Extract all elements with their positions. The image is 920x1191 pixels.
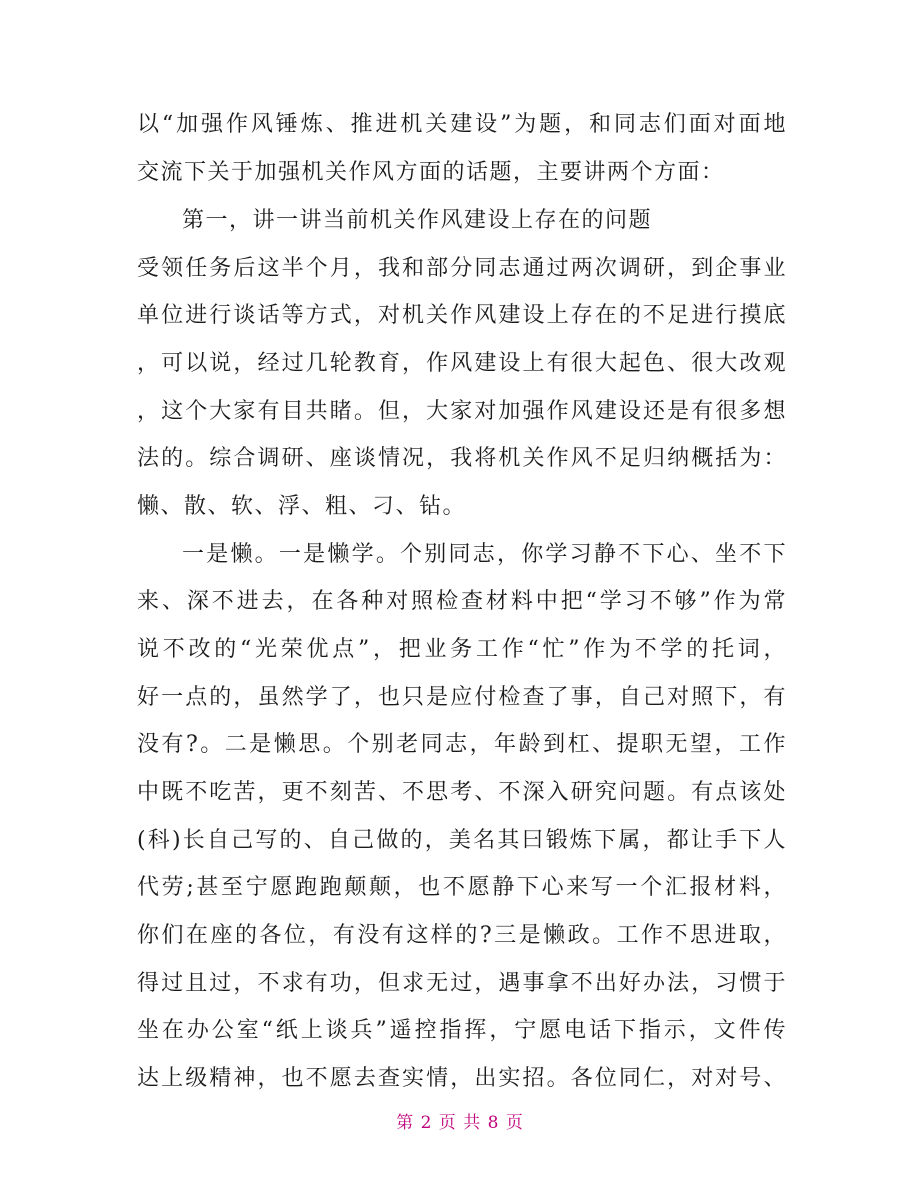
body-text-line: 单位进行谈话等方式，对机关作风建设上存在的不足进行摸底 <box>137 303 787 328</box>
body-text-line: 没有?。二是懒思。个别老同志，年龄到杠、提职无望，工作 <box>137 732 787 757</box>
body-text-line: ，这个大家有目共睹。但，大家对加强作风建设还是有很多想 <box>137 399 787 424</box>
body-text-line: 中既不吃苦，更不刻苦、不思考、不深入研究问题。有点该处 <box>137 780 787 805</box>
body-text-line: 一是懒。一是懒学。个别同志，你学习静不下心、坐不下 <box>182 542 787 567</box>
body-text-line: 来、深不进去，在各种对照检查材料中把“学习不够”作为常 <box>137 589 787 614</box>
body-text-line: 说不改的“光荣优点”，把业务工作“忙”作为不学的托词， <box>137 637 787 662</box>
page-number-footer: 第 2 页 共 8 页 <box>396 1113 524 1133</box>
body-text-line: 得过且过，不求有功，但求无过，遇事拿不出好办法，习惯于 <box>137 971 787 996</box>
body-text-line: 受领任务后这半个月，我和部分同志通过两次调研，到企事业 <box>137 256 787 281</box>
body-text-line: 好一点的，虽然学了，也只是应付检查了事，自己对照下，有 <box>137 685 787 710</box>
body-text-line: 坐在办公室“纸上谈兵”遥控指挥，宁愿电话下指示，文件传 <box>137 1018 787 1043</box>
body-text-line: 代劳;甚至宁愿跑跑颠颠，也不愿静下心来写一个汇报材料， <box>137 875 787 900</box>
body-text-line: 法的。综合调研、座谈情况，我将机关作风不足归纳概括为： <box>137 446 787 471</box>
body-text-line: 达上级精神，也不愿去查实情，出实招。各位同仁，对对号、 <box>137 1066 787 1091</box>
body-text-line: 你们在座的各位，有没有这样的?三是懒政。工作不思进取， <box>137 923 787 948</box>
body-text-line: 以“加强作风锤炼、推进机关建设”为题，和同志们面对面地 <box>137 112 787 137</box>
body-text-line: 懒、散、软、浮、粗、刁、钻。 <box>137 494 467 519</box>
section-heading: 第一，讲一讲当前机关作风建设上存在的问题 <box>182 208 653 233</box>
body-text-line: 交流下关于加强机关作风方面的话题，主要讲两个方面： <box>137 160 725 185</box>
body-text-line: ，可以说，经过几轮教育，作风建设上有很大起色、很大改观 <box>137 351 787 376</box>
body-text-line: (科)长自己写的、自己做的，美名其曰锻炼下属，都让手下人 <box>137 828 787 853</box>
